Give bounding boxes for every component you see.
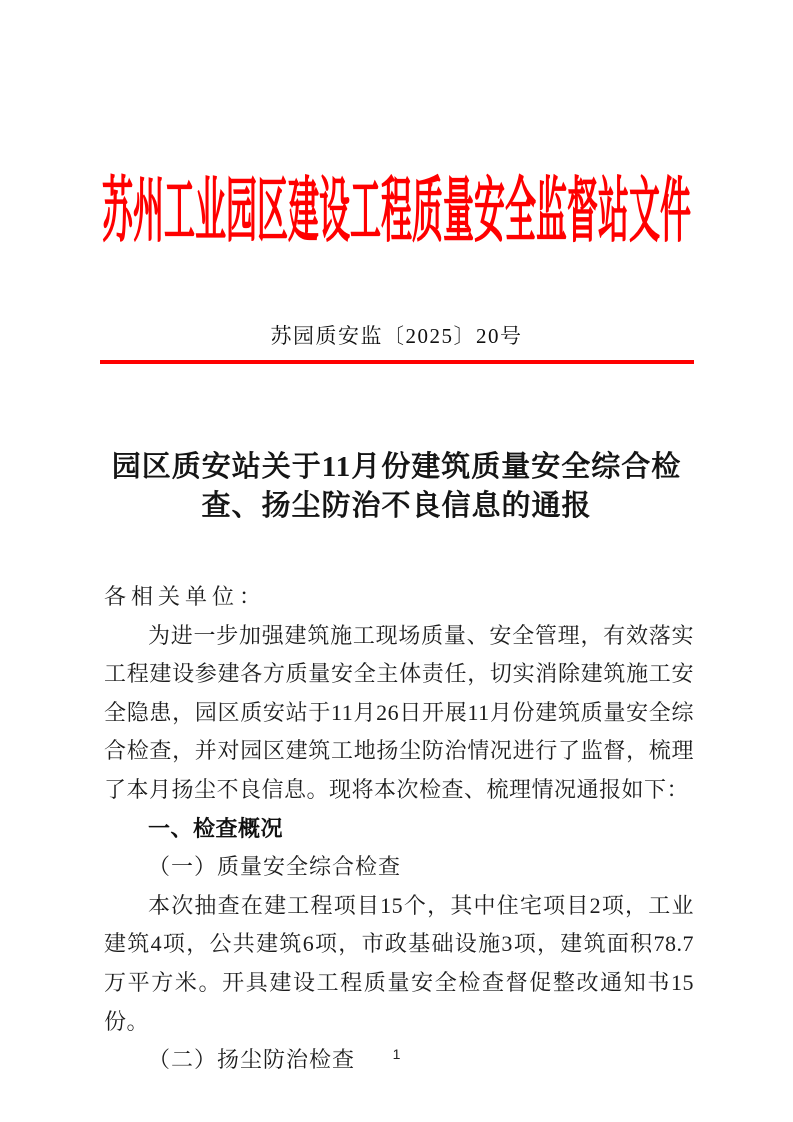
salutation: 各相关单位： <box>104 584 267 609</box>
document-title-line1: 园区质安站关于11月份建筑质量安全综合检 <box>111 451 682 483</box>
sub-heading-1-1: （一）质量安全综合检查 <box>148 854 402 880</box>
section-heading-1: 一、检查概况 <box>148 815 284 841</box>
sub-heading-1-2: （二）扬尘防治检查 <box>148 1047 356 1073</box>
document-number: 苏园质安监〔2025〕20号 <box>270 324 523 348</box>
paragraph-intro: 为进一步加强建筑施工现场质量、安全管理，有效落实工程建设参建各方质量安全主体责任，切实消除建筑施工安全隐患，园区质安站于11月26日开展11月份建筑质量安全综合检查，并对园区建筑工地扬尘防治情况进行了监督，梳理了本月扬尘不良信息。现将本次检查、梳理情况通报如下： <box>104 622 694 802</box>
document-body <box>104 578 694 1080</box>
letterhead-org-title: 苏州工业园区建设工程质量安全监督站文件 <box>102 170 691 251</box>
document-title-line2: 查、扬尘防治不良信息的通报 <box>201 490 592 522</box>
page-number: 1 <box>392 1046 401 1062</box>
letterhead <box>0 152 793 251</box>
red-divider-rule <box>100 360 694 364</box>
paragraph-inspection-summary: 本次抽查在建工程项目15个，其中住宅项目2项，工业建筑4项，公共建筑6项，市政基础设施3项，建筑面积78.7万平方米。开具建设工程质量安全检查督促整改通知书15份。 <box>104 892 694 1034</box>
document-title <box>50 448 743 526</box>
